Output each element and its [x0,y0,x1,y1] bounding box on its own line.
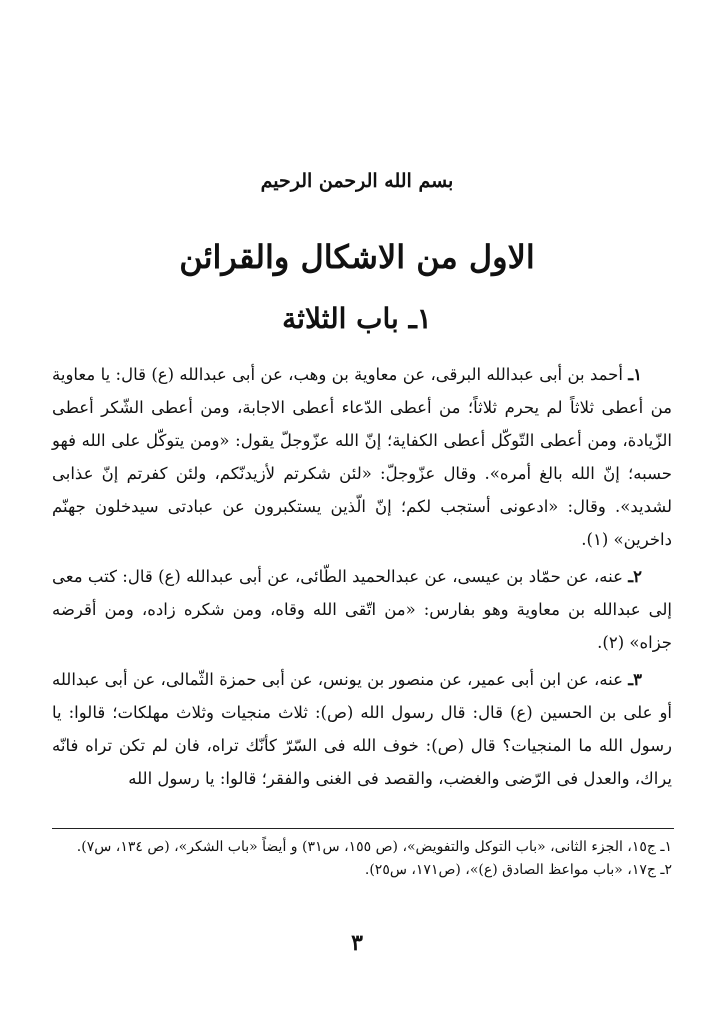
footnote: ١ـ ج١٥، الجزء الثانى، «باب التوكل والتفويض»، (ص ١٥٥، س٣١) و أيضاً «باب الشكر»، (ص ١٣٤، س٧). [76,839,672,855]
hadith-text: عنه، عن حمّاد بن عيسى، عن عبدالحميد الطّائى، عن أبى عبدالله (ع) قال: كتب معى إلى عبدالله بن معاوية وهو بفارس: «من اتّقى الله وقاه، ومن شكره زاده، ومن أقرضه جزاه» (٢). [52,567,672,652]
hadith-paragraph [52,663,672,795]
footnote: ٢ـ ج١٧، «باب مواعظ الصادق (ع)»، (ص١٧١، س٢٥). [364,862,672,878]
hadith-text: عنه، عن ابن أبى عمير، عن منصور بن يونس، عن أبى حمزة الثّمالى، عن أبى عبدالله أو على بن الحسين (ع) قال: قال رسول الله (ص): ثلاث منجيات وثلاث مهلكات؛ قالوا: يا رسول الله ما المنجيات؟ قال (ص): خوف الله فى السّرّ كأنّك تراه، فان لم تكن تراه فانّه يراك، والعدل فى الرّضى والغضب، والقصد فى الغنى والفقر؛ قالوا: يا رسول الله [52,670,672,788]
footnotes [52,836,672,882]
footnote-divider [52,828,674,829]
hadith-number: ١ـ [628,365,642,384]
hadith-text: أحمد بن أبى عبدالله البرقى، عن معاوية بن وهب، عن أبى عبدالله (ع) قال: يا معاوية من أعطى ثلاثاً لم يحرم ثلاثاً؛ من أعطى الدّعاء أعطى الاجابة، ومن أعطى الشّكر أعطى الزّيادة، ومن أعطى التّوكّل أعطى الكفاية؛ إنّ الله عزّوجلّ يقول: «ومن يتوكّل على الله فهو حسبه؛ إنّ الله بالغ أمره». وقال عزّوجلّ: «لئن شكرتم لأزيدنّكم، ولئن كفرتم إنّ عذابى لشديد». وقال: «ادعونى أستجب لكم؛ إنّ الّذين يستكبرون عن عبادتى سيدخلون جهنّم داخرين» (١). [52,365,672,549]
hadith-paragraph [52,560,672,659]
hadith-number: ٢ـ [628,567,642,586]
page-number: ٣ [351,930,363,956]
chapter-title: ١ـ باب الثلاثة [282,302,432,335]
hadith-text-body [52,358,672,799]
section-title: الاول من الاشكال والقرائن [179,238,535,276]
hadith-number: ٣ـ [628,670,642,689]
hadith-paragraph [52,358,672,556]
basmala: بسم الله الرحمن الرحيم [260,170,454,192]
